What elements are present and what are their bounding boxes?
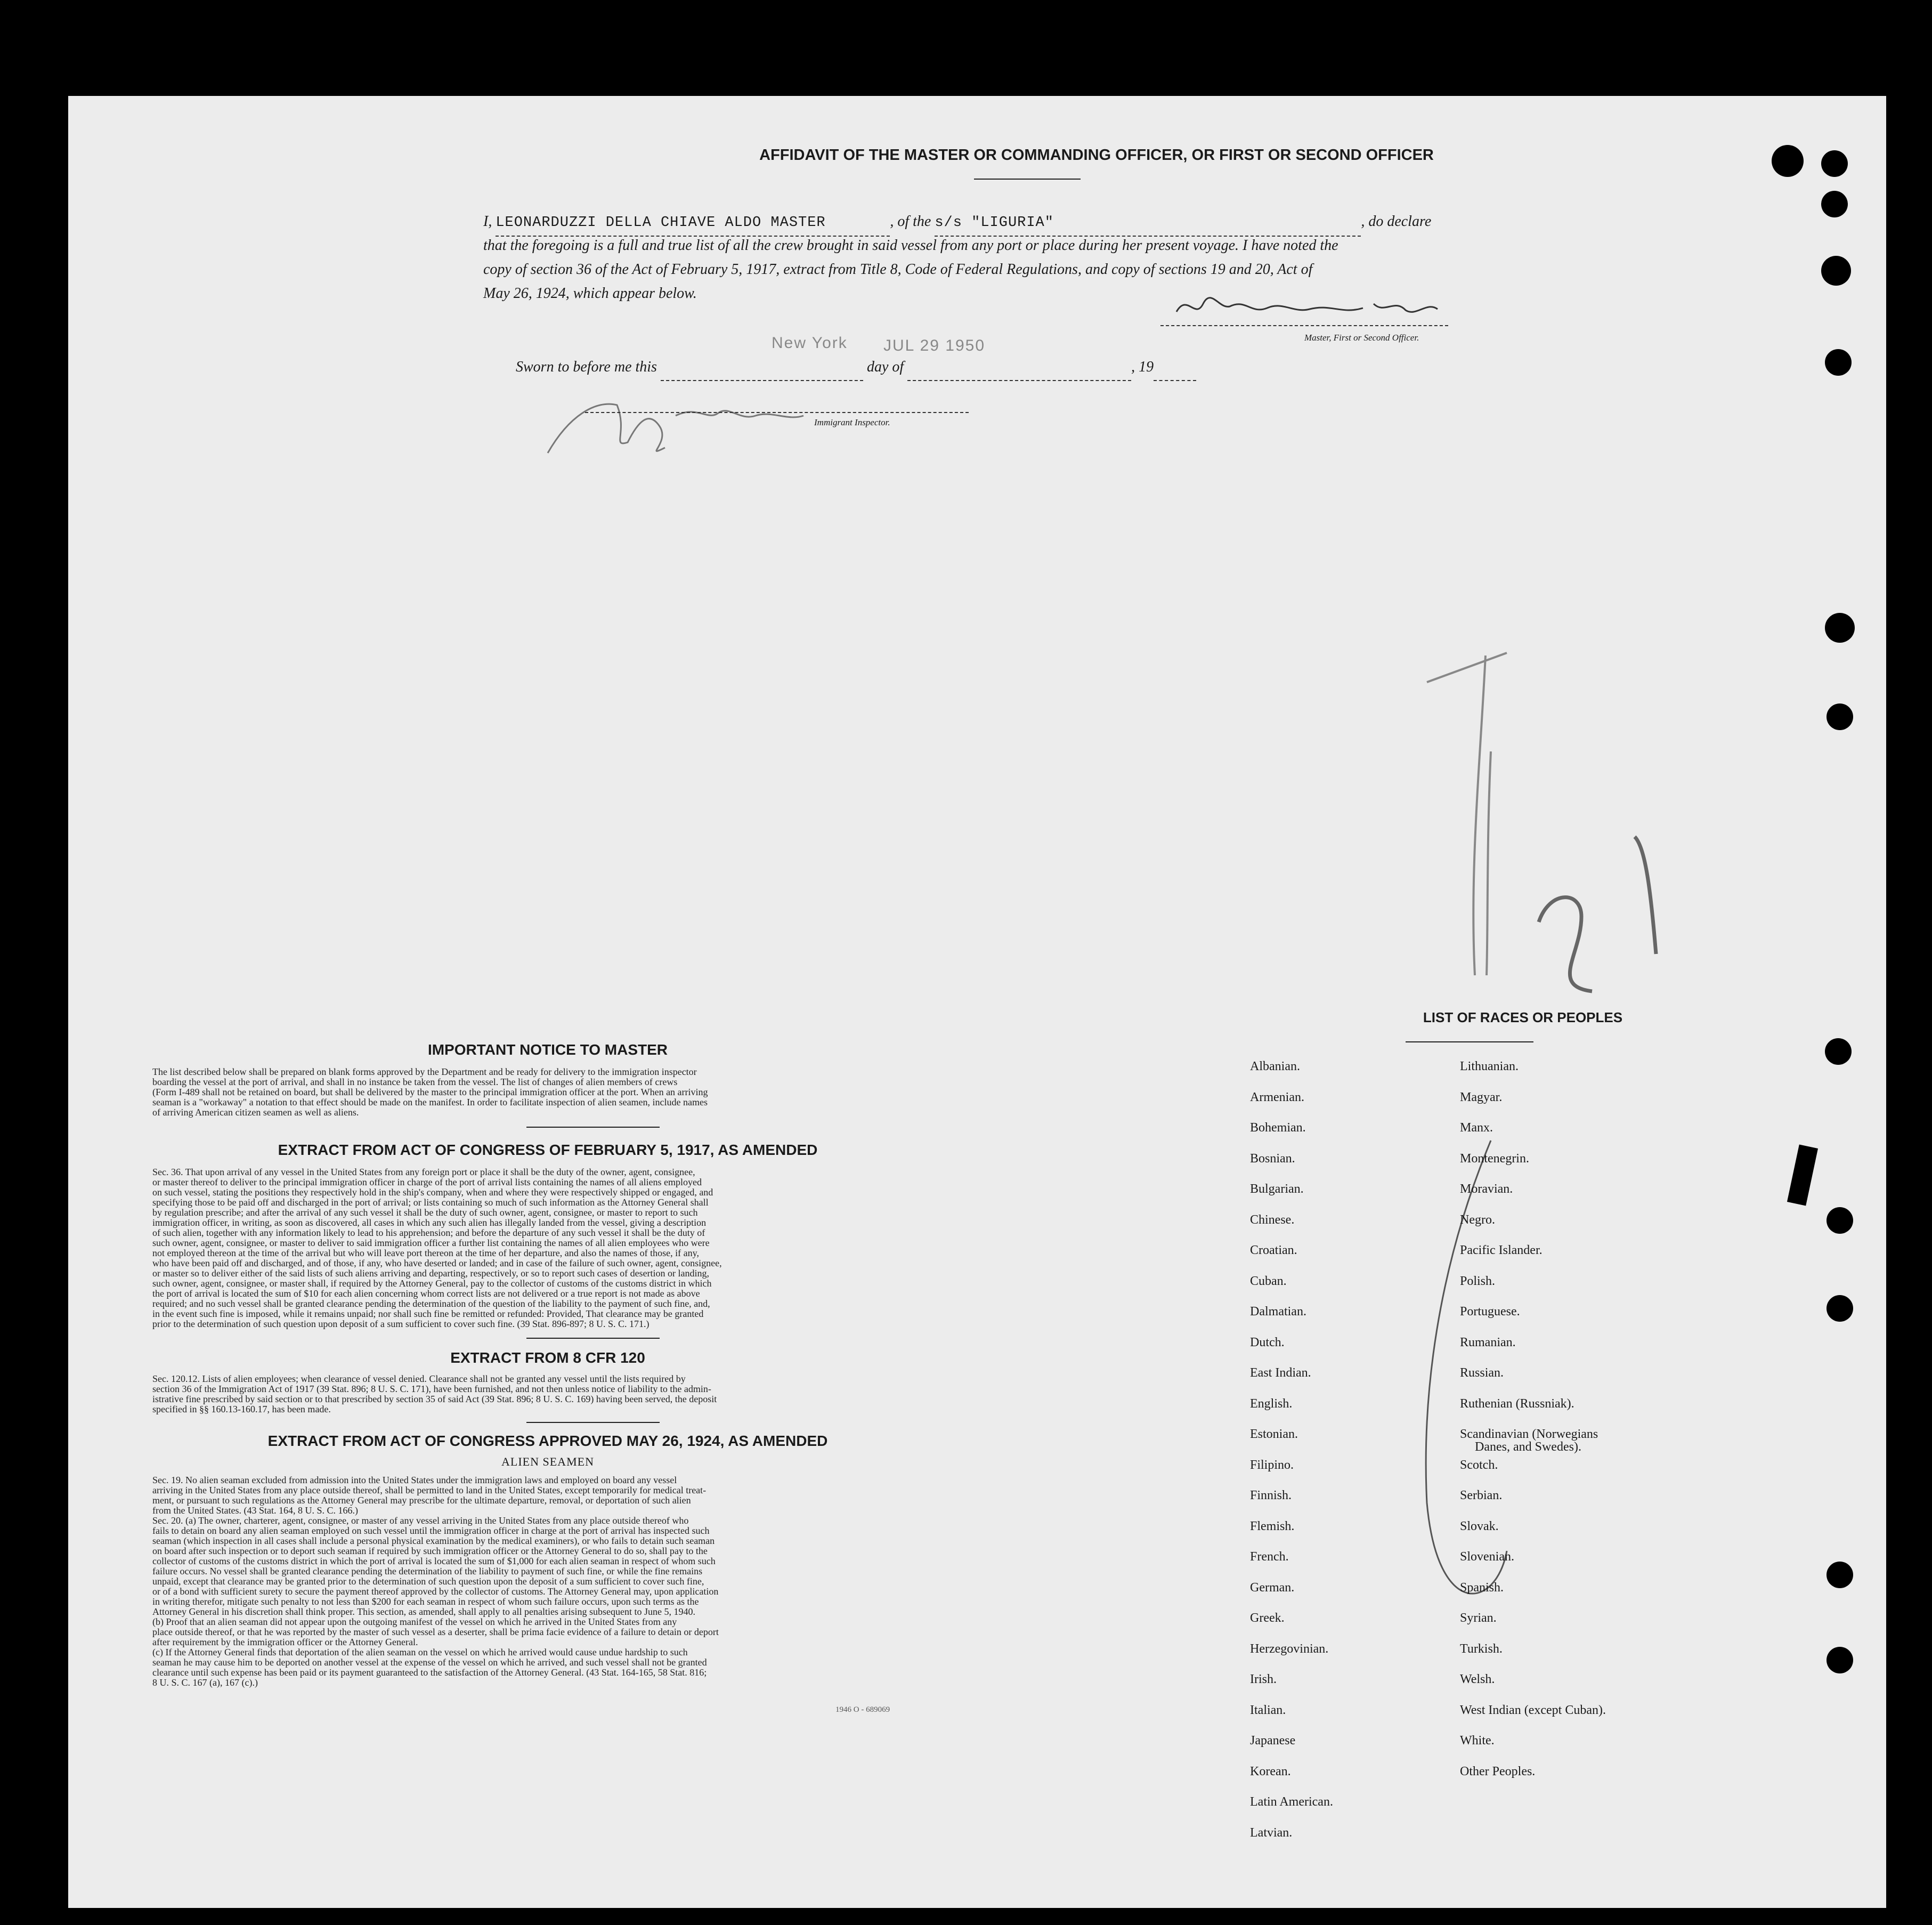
- text-line: seaman he may cause him to be deported on another vessel at the expense of the vessel on which he arrived, and such vessel shall not be granted: [152, 1657, 707, 1668]
- text-line: (c) If the Attorney General finds that deportation of the alien seaman on the vessel on which he arrived would cause undue hardship to such: [152, 1647, 688, 1657]
- extract1924-heading: EXTRACT FROM ACT OF CONGRESS APPROVED MAY 26, 1924, AS AMENDED: [267, 1433, 828, 1449]
- extractcfr-body: [152, 1374, 990, 1414]
- race-item: East Indian.: [1250, 1366, 1311, 1380]
- text-line: specified in §§ 160.13-160.17, has been made.: [152, 1404, 331, 1414]
- race-item: Italian.: [1250, 1703, 1286, 1717]
- text-line: prior to the determination of such question upon deposit of a sum sufficient to cover such fine. (39 Stat. 896-897; 8 U. S. C. 171.): [152, 1319, 650, 1329]
- race-item: Other Peoples.: [1460, 1764, 1536, 1778]
- text-line: such owner, agent, consignee, or master to deliver to said immigration officer a further list containing the names of all alien employees who were: [152, 1237, 710, 1248]
- sworn-year-field: [1154, 354, 1196, 381]
- text-line: who have been paid off and discharged, and of those, if any, who have deserted or landed; and in case of the failure of such owner, agent, consignee,: [152, 1258, 722, 1268]
- race-item: Manx.: [1460, 1121, 1493, 1135]
- notice-body: [152, 1067, 990, 1118]
- text-line: such owner, agent, consignee, or master shall, if required by the Attorney General, pay to the collector of customs of the customs district in which: [152, 1278, 712, 1289]
- race-item: Slovak.: [1460, 1519, 1499, 1533]
- text-line: of such alien, together with any information likely to lead to his apprehension; and before the departure of any such vessel it shall be the duty of: [152, 1227, 705, 1238]
- punch-hole: [1821, 191, 1848, 217]
- race-item: Finnish.: [1250, 1489, 1292, 1502]
- race-item: Scandinavian (Norwegians: [1460, 1427, 1598, 1441]
- punch-hole: [1827, 1647, 1853, 1673]
- text-line: (b) Proof that an alien seaman did not appear upon the outgoing manifest of the vessel on which he arrived in the United States from any: [152, 1616, 677, 1627]
- text-line: by regulation prescribe; and after the arrival of any such vessel it shall be the duty of such owner, agent, consignee, or master to report to such: [152, 1207, 698, 1218]
- race-item: Latvian.: [1250, 1825, 1293, 1840]
- inspector-signature: [537, 384, 825, 464]
- punch-hole: [1825, 1038, 1852, 1065]
- race-item: Russian.: [1460, 1366, 1504, 1380]
- text-line: Sec. 19. No alien seaman excluded from admission into the United States under the immigration laws and employed on board any vessel: [152, 1475, 677, 1485]
- signature-caption: Master, First or Second Officer.: [1304, 333, 1419, 343]
- text-line: arriving in the United States from any place outside thereof, shall be permitted to land in the United States, except temporarily for medical treat-: [152, 1485, 707, 1495]
- race-item: Magyar.: [1460, 1090, 1503, 1104]
- race-item: Flemish.: [1250, 1519, 1295, 1533]
- races-heading: LIST OF RACES OR PEOPLES: [1423, 1009, 1623, 1025]
- race-item: Bulgarian.: [1250, 1182, 1304, 1196]
- inspector-caption: Immigrant Inspector.: [814, 417, 890, 427]
- races-rule: [1406, 1041, 1533, 1042]
- race-item: Ruthenian (Russniak).: [1460, 1396, 1574, 1411]
- race-item: Danes, and Swedes).: [1475, 1440, 1581, 1454]
- rule-2: [526, 1338, 660, 1339]
- text-line: Sec. 20. (a) The owner, charterer, agent, consignee, or master of any vessel arriving in the United States from any place outside thereof who: [152, 1515, 689, 1526]
- text-line: immigration officer, in writing, as soon as discovered, all cases in which any such alien has illegally landed from the vessel, giving a description: [152, 1217, 707, 1228]
- text-line: Attorney General in his discretion shall think proper. This section, as amended, shall apply to all penalties arising subsequent to June 5, 1940.: [152, 1606, 695, 1617]
- race-item: Chinese.: [1250, 1212, 1295, 1227]
- text-line: place outside thereof, or that he was reported by the master of such vessel as a deserter, shall be prima facie evidence of a failure to detain or deport: [152, 1627, 719, 1637]
- text-line: section 36 of the Immigration Act of 1917 (39 Stat. 896; 8 U. S. C. 171), have been furnished, and not then unless notice of liability to the admin-: [152, 1384, 711, 1394]
- race-item: Filipino.: [1250, 1458, 1294, 1472]
- pencil-annotation: [1347, 549, 1773, 1082]
- race-item: Portuguese.: [1460, 1305, 1520, 1319]
- race-item: Spanish.: [1460, 1580, 1504, 1595]
- text-line: Sec. 120.12. Lists of alien employees; when clearance of vessel denied. Clearance shall not be granted any vessel until the lists required by: [152, 1373, 686, 1384]
- race-item: English.: [1250, 1396, 1293, 1411]
- race-item: Rumanian.: [1460, 1335, 1516, 1349]
- text-line: failure occurs. No vessel shall be granted clearance pending the determination of the liability to payment of such fine, or while the fine remains: [152, 1566, 703, 1576]
- text-line: of arriving American citizen seamen as well as aliens.: [152, 1107, 359, 1118]
- text-line: the port of arrival is located the sum of $10 for each alien concerning whom correct lists are not delivered or a true report is not made as above: [152, 1288, 700, 1299]
- stamp-date: JUL 29 1950: [883, 337, 986, 354]
- punch-hole: [1827, 703, 1853, 730]
- text-line: specifying those to be paid off and discharged in the port of arrival; or lists containing so much of such information as the Attorney General shall: [152, 1197, 709, 1208]
- race-item: Polish.: [1460, 1274, 1496, 1288]
- text-line: or of a bond with sufficient surety to secure the payment thereof approved by the collector of customs. The Attorney General may, upon application: [152, 1586, 719, 1597]
- punch-hole: [1827, 1562, 1853, 1588]
- punch-hole: [1821, 150, 1848, 177]
- text-line: or master so to deliver either of the said lists of such aliens arriving and departing, respectively, or so to report such cases of desertion or landing,: [152, 1268, 710, 1279]
- text-line: unpaid, except that clearance may be granted prior to the determination of such question upon the deposit of a sum sufficient to cover such fine,: [152, 1576, 704, 1587]
- punch-hole: [1827, 1207, 1853, 1234]
- race-item: Moravian.: [1460, 1182, 1513, 1196]
- race-item: White.: [1460, 1734, 1495, 1748]
- declaration-line-4: May 26, 1924, which appear below.: [483, 285, 697, 302]
- race-item: Korean.: [1250, 1764, 1291, 1778]
- text-line: seaman is a "workaway" a notation to that effect should be made on the manifest. In order to facilitate inspection of alien seamen, include names: [152, 1097, 708, 1107]
- extract1917-body: [152, 1167, 990, 1329]
- text-line: istrative fine prescribed by said section or to that prescribed by section 35 of said Act (39 Stat. 896; 8 U. S. C. 169) having been served, the deposit: [152, 1394, 717, 1404]
- text-line: seaman (which inspection in all cases shall include a personal physical examination by the medical examiners), or who fails to detain such seaman: [152, 1535, 715, 1546]
- text-line: collector of customs of the customs district in which the port of arrival is located the sum of $1,000 for each alien seaman in respect of whom such: [152, 1556, 716, 1566]
- stamp-place: New York: [772, 334, 848, 352]
- race-item: Estonian.: [1250, 1427, 1298, 1441]
- race-item: Croatian.: [1250, 1243, 1297, 1257]
- race-item: Montenegrin.: [1460, 1151, 1529, 1166]
- race-item: Slovenian.: [1460, 1550, 1514, 1564]
- race-item: Pacific Islander.: [1460, 1243, 1543, 1257]
- text-line: required; and no such vessel shall be granted clearance pending the determination of the question of the liability to the payment of such fine, and,: [152, 1298, 710, 1309]
- text-line: on board after such inspection or to deport such seaman if required by such immigration officer or the Attorney General to do so, shall pay to the: [152, 1546, 708, 1556]
- punch-hole: [1825, 349, 1852, 376]
- text-line: on such vessel, stating the positions they respectively hold in the ship's company, when and where they were respectively shipped or engaged, and: [152, 1187, 713, 1198]
- text-line: 8 U. S. C. 167 (a), 167 (c).): [152, 1677, 258, 1688]
- punch-hole: [1827, 1295, 1853, 1322]
- text-line: The list described below shall be prepared on blank forms approved by the Department and be ready for delivery to the immigration inspector: [152, 1066, 697, 1077]
- race-item: Bosnian.: [1250, 1151, 1295, 1166]
- text-line: in writing therefor, mitigate such penalty to not less than $200 for each seaman in respect of whom such failure occurs, upon such terms as the: [152, 1596, 699, 1607]
- race-item: Scotch.: [1460, 1458, 1498, 1472]
- sworn-month-field: [907, 354, 1131, 381]
- vessel-name-field: s/s "LIGURIA": [935, 210, 1361, 237]
- race-item: Greek.: [1250, 1611, 1285, 1625]
- extract1924-body: [152, 1475, 990, 1688]
- extractcfr-heading: EXTRACT FROM 8 CFR 120: [450, 1349, 645, 1366]
- race-item: Dutch.: [1250, 1335, 1285, 1349]
- master-signature: [1171, 288, 1470, 325]
- race-item: Dalmatian.: [1250, 1305, 1306, 1319]
- sworn-day-field: [661, 354, 863, 381]
- race-item: Serbian.: [1460, 1489, 1503, 1502]
- race-item: Japanese: [1250, 1734, 1296, 1748]
- text-line: or master thereof to deliver to the principal immigration officer in charge of the port of arrival lists containing the names of all aliens employed: [152, 1177, 702, 1187]
- race-item: Turkish.: [1460, 1641, 1503, 1656]
- text-line: (Form I-489 shall not be retained on board, but shall be delivered by the master to the principal immigration officer at the port. When an arriving: [152, 1087, 708, 1097]
- text-line: Sec. 36. That upon arrival of any vessel in the United States from any foreign port or place it shall be the duty of the owner, agent, consignee,: [152, 1167, 695, 1177]
- heading-rule: [974, 179, 1081, 180]
- declaration-line-1: I, LEONARDUZZI DELLA CHIAVE ALDO MASTER , of the s/s "LIGURIA" , do declare: [483, 209, 1431, 237]
- text-line: ment, or pursuant to such regulations as the Attorney General may prescribe for the ultimate departure, removal, or deportation of such alien: [152, 1495, 691, 1506]
- race-item: Latin American.: [1250, 1795, 1333, 1809]
- text-line: not employed thereon at the time of the arrival but who will leave port thereon at the time of her departure, and also the names of those, if any,: [152, 1248, 699, 1258]
- inspector-line: [585, 412, 969, 413]
- race-item: Cuban.: [1250, 1274, 1287, 1288]
- rule-1: [526, 1127, 660, 1128]
- affidavit-heading: AFFIDAVIT OF THE MASTER OR COMMANDING OFFICER, OR FIRST OR SECOND OFFICER: [759, 147, 1434, 164]
- document-sheet: [68, 96, 1886, 1908]
- punch-hole: [1772, 145, 1804, 177]
- race-item: Armenian.: [1250, 1090, 1304, 1104]
- race-item: Albanian.: [1250, 1059, 1300, 1073]
- rule-3: [526, 1422, 660, 1423]
- race-item: German.: [1250, 1580, 1295, 1595]
- text-line: clearance until such expense has been paid or its payment guaranteed to the satisfaction of the Attorney General. (43 Stat. 164-165, 58 Stat. 816;: [152, 1667, 707, 1678]
- race-item: French.: [1250, 1550, 1289, 1564]
- race-item: Welsh.: [1460, 1672, 1495, 1686]
- signature-line: [1160, 325, 1448, 326]
- race-item: West Indian (except Cuban).: [1460, 1703, 1606, 1717]
- punch-hole: [1821, 256, 1851, 286]
- text-line: after requirement by the immigration officer or the Attorney General.: [152, 1637, 418, 1647]
- declaration-line-2: that the foregoing is a full and true list of all the crew brought in said vessel from any port or place during her present voyage. I have noted the: [483, 237, 1338, 254]
- punch-hole: [1825, 613, 1855, 643]
- declaration-line-3: copy of section 36 of the Act of February 5, 1917, extract from Title 8, Code of Federal Regulations, and copy of sections 19 and 20, Act of: [483, 261, 1313, 278]
- race-item: Herzegovinian.: [1250, 1641, 1329, 1656]
- text-line: in the event such fine is imposed, while it remains unpaid; nor shall such fine be remitted or refunded: Provided, That clearance may be granted: [152, 1308, 704, 1319]
- race-item: Irish.: [1250, 1672, 1277, 1686]
- extract1924-subheading: ALIEN SEAMEN: [501, 1455, 594, 1468]
- text-line: boarding the vessel at the port of arrival, and shall in no instance be taken from the vessel. The list of changes of alien members of crews: [152, 1077, 678, 1087]
- print-code: 1946 O - 689069: [835, 1705, 890, 1714]
- notice-heading: IMPORTANT NOTICE TO MASTER: [427, 1041, 668, 1058]
- race-item: Lithuanian.: [1460, 1059, 1519, 1073]
- race-item: Syrian.: [1460, 1611, 1497, 1625]
- extract1917-heading: EXTRACT FROM ACT OF CONGRESS OF FEBRUARY 5, 1917, AS AMENDED: [278, 1142, 818, 1158]
- sworn-line: Sworn to before me this day of , 19: [516, 354, 1196, 381]
- race-item: Negro.: [1460, 1212, 1495, 1227]
- master-name-field: LEONARDUZZI DELLA CHIAVE ALDO MASTER: [496, 210, 890, 237]
- text-line: fails to detain on board any alien seaman employed on such vessel until the immigration officer in charge at the port of arrival has inspected such: [152, 1525, 710, 1536]
- text-line: from the United States. (43 Stat. 164, 8 U. S. C. 166.): [152, 1505, 358, 1516]
- race-item: Bohemian.: [1250, 1121, 1306, 1135]
